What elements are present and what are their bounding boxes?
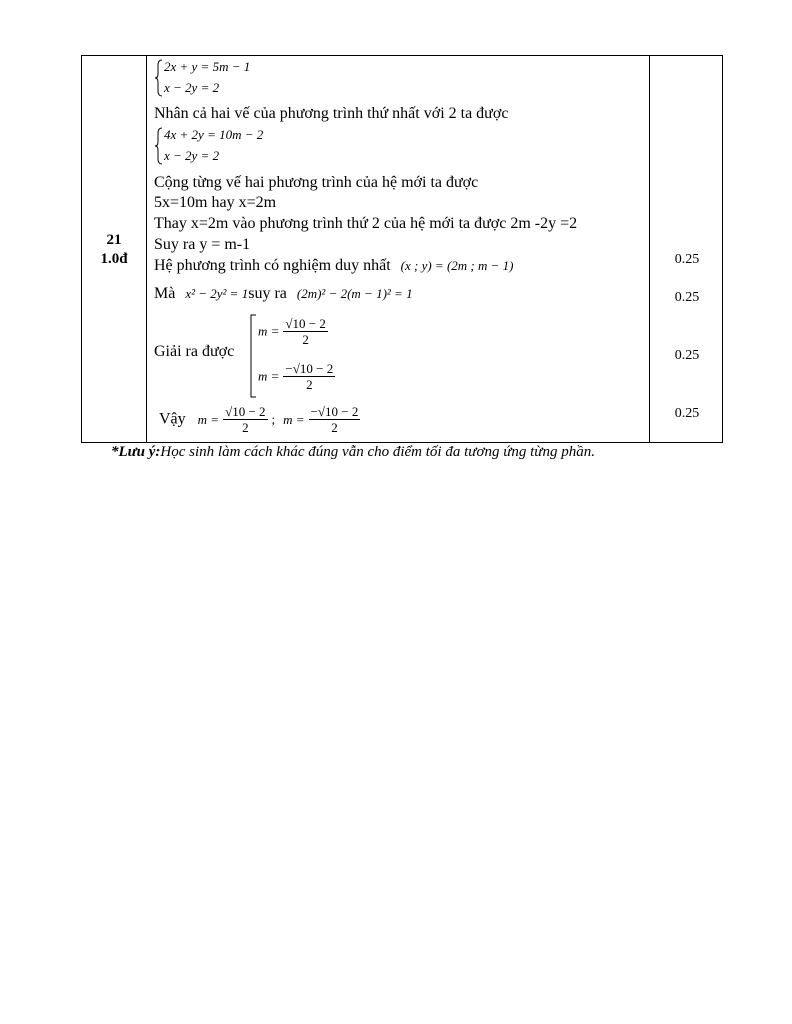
solution2-denominator: 2 (306, 377, 313, 392)
text-giaira: Giải ra được (154, 343, 235, 360)
footnote (111, 444, 595, 461)
solution1-lhs: m = (258, 323, 280, 339)
final2-fraction (309, 404, 361, 435)
column-divider (146, 56, 147, 442)
formula-nghiem: (x ; y) = (2m ; m − 1) (400, 258, 514, 273)
system1-eq2: x − 2y = 2 (164, 80, 220, 95)
final1-lhs: m = (197, 411, 220, 427)
nghiem-label: Hệ phương trình có nghiệm duy nhất (154, 257, 391, 274)
final-separator: ; (271, 411, 276, 427)
solution2-lhs: m = (258, 368, 280, 384)
formula-substituted: (2m)² − 2(m − 1)² = 1 (296, 286, 413, 301)
final2-lhs: m = (283, 411, 305, 427)
text-5x: 5x=10m hay x=2m (154, 194, 277, 211)
question-number: 21 (106, 232, 122, 248)
score-3: 0.25 (674, 348, 700, 363)
suyra-label: suy ra (248, 285, 287, 302)
final1-denominator: 2 (242, 420, 249, 435)
solution2-fraction (283, 361, 335, 392)
text-substitute: Thay x=2m vào phương trình thứ 2 của hệ mới ta được 2m -2y =2 (154, 215, 578, 232)
solution1-fraction (283, 316, 327, 347)
bracket-icon (249, 314, 257, 398)
score-2: 0.25 (674, 290, 700, 305)
solution-1 (258, 316, 328, 347)
formula-condition: x² − 2y² = 1 (185, 286, 249, 301)
footnote-label: *Lưu ý: (111, 444, 161, 460)
brace-icon (154, 127, 164, 165)
score-1: 0.25 (674, 252, 700, 267)
solution1-numerator: √10 − 2 (285, 316, 326, 331)
text-condition (154, 285, 413, 303)
final-answer (159, 404, 360, 435)
footnote-text: Học sinh làm cách khác đúng vẫn cho điểm tối đa tương ứng từng phần. (160, 444, 595, 460)
answer-table (81, 55, 723, 443)
brace-icon (154, 59, 164, 97)
question-points: 1.0đ (100, 251, 128, 267)
text-y: Suy ra y = m-1 (154, 236, 251, 253)
system2-eq2: x − 2y = 2 (164, 148, 220, 163)
text-nghiem (154, 257, 514, 275)
column-divider (649, 56, 650, 442)
final1-fraction (223, 404, 267, 435)
text-multiply: Nhân cả hai vế của phương trình thứ nhất với 2 ta được (154, 105, 509, 122)
vay-label: Vậy (159, 410, 186, 428)
final2-numerator: −√10 − 2 (310, 404, 359, 419)
ma-label: Mà (154, 285, 176, 302)
final1-numerator: √10 − 2 (225, 404, 266, 419)
solution1-denominator: 2 (302, 332, 309, 347)
final2-denominator: 2 (331, 420, 338, 435)
system2-eq1: 4x + 2y = 10m − 2 (164, 127, 264, 142)
solution-2 (258, 361, 335, 392)
solution2-numerator: −√10 − 2 (285, 361, 334, 376)
system1-eq1: 2x + y = 5m − 1 (164, 59, 251, 74)
text-add: Cộng từng vế hai phương trình của hệ mới ta được (154, 174, 479, 191)
question-cell (82, 231, 146, 269)
score-4: 0.25 (674, 406, 700, 421)
